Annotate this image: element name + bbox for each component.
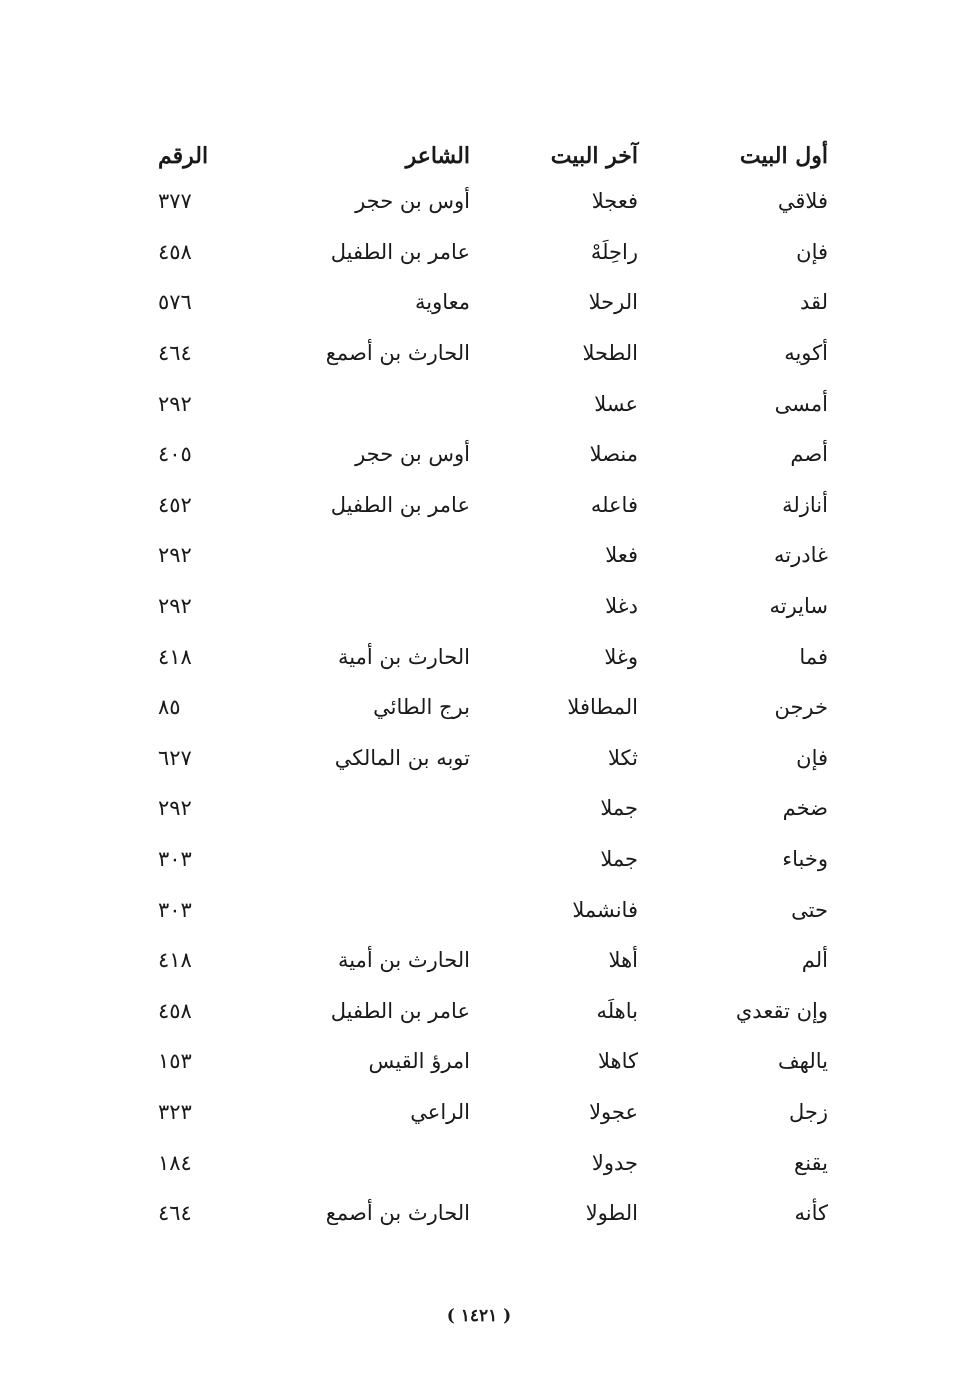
cell-poet: توبه بن المالكي [334,745,470,770]
cell-poet: الحارث بن أصمع [325,1201,470,1226]
cell-number: ٤٥٨ [158,239,192,264]
cell-first-verse: غادرته [774,543,828,568]
table-row [150,1137,840,1188]
header-last-verse: آخر البيت [550,143,638,169]
cell-first-verse: ضخم [782,796,828,821]
cell-first-verse: لقد [799,290,828,315]
cell-number: ٤١٨ [158,948,192,973]
table-row [150,1188,840,1239]
cell-last-verse: عجولا [589,1099,638,1124]
cell-first-verse: يالهف [777,1049,828,1074]
cell-poet: برج الطائي [373,695,470,720]
cell-number: ٤٦٤ [158,1201,192,1226]
header-poet: الشاعر [405,143,470,169]
cell-poet: عامر بن الطفيل [330,492,470,517]
cell-number: ٨٥ [158,695,181,720]
verse-index-table [150,136,840,1238]
cell-poet: الحارث بن أمية [338,948,470,973]
header-first-verse: أول البيت [739,143,828,169]
cell-last-verse: فانشملا [572,897,638,922]
cell-first-verse: فإن [796,239,828,264]
cell-number: ٣٢٣ [158,1099,192,1124]
header-number: الرقم [158,143,209,169]
cell-last-verse: فعجلا [591,189,638,214]
cell-number: ٤٦٤ [158,341,192,366]
table-row [150,429,840,480]
cell-poet: أوس بن حجر [355,442,470,467]
cell-number: ٤٥٢ [158,492,192,517]
cell-number: ٢٩٢ [158,543,192,568]
cell-first-verse: يقنع [794,1150,828,1175]
table-row [150,277,840,328]
table-row [150,530,840,581]
cell-first-verse: أمسى [774,391,828,416]
table-row [150,682,840,733]
cell-number: ٤١٨ [158,644,192,669]
cell-poet: الحارث بن أمية [338,644,470,669]
table-row [150,834,840,885]
cell-last-verse: راحِلَهْ [590,239,638,264]
table-header [150,136,840,176]
cell-number: ٤٥٨ [158,998,192,1023]
cell-number: ٢٩٢ [158,796,192,821]
page-number: ( ١٤٢١ ) [446,1306,512,1326]
cell-last-verse: ثكلا [608,745,638,770]
cell-last-verse: كاهلا [597,1049,638,1074]
cell-first-verse: كأنه [794,1201,828,1226]
table-row [150,227,840,278]
cell-last-verse: وغلا [604,644,638,669]
cell-poet: عامر بن الطفيل [330,239,470,264]
cell-number: ٥٧٦ [158,290,192,315]
cell-poet: الراعي [410,1099,470,1124]
cell-last-verse: عسلا [594,391,638,416]
cell-last-verse: فعلا [605,543,638,568]
cell-last-verse: دغلا [605,594,638,619]
cell-poet: أوس بن حجر [355,189,470,214]
table-row [150,935,840,986]
cell-last-verse: جملا [600,847,638,872]
cell-last-verse: أهلا [608,948,638,973]
cell-first-verse: وخباء [782,847,828,872]
cell-first-verse: فما [799,644,828,669]
cell-number: ١٨٤ [158,1150,192,1175]
cell-first-verse: أكويه [784,341,828,366]
cell-first-verse: أصم [790,442,828,467]
cell-first-verse: حتى [791,897,828,922]
table-body [150,176,840,1238]
cell-first-verse: وإن تقعدي [735,998,828,1023]
table-row [150,480,840,531]
table-row [150,581,840,632]
cell-number: ٢٩٢ [158,594,192,619]
cell-number: ٣٧٧ [158,189,192,214]
cell-number: ٣٠٣ [158,847,192,872]
cell-number: ٣٠٣ [158,897,192,922]
cell-number: ٤٠٥ [158,442,192,467]
cell-number: ١٥٣ [158,1049,192,1074]
cell-number: ٢٩٢ [158,391,192,416]
table-row [150,986,840,1037]
cell-last-verse: فاعله [590,492,638,517]
cell-last-verse: الطحلا [582,341,638,366]
cell-poet: امرؤ القيس [368,1049,470,1074]
cell-last-verse: الرحلا [588,290,638,315]
table-row [150,176,840,227]
table-row [150,783,840,834]
cell-first-verse: سايرته [769,594,828,619]
table-row [150,1036,840,1087]
cell-last-verse: باهلَه [596,998,638,1023]
cell-poet: معاوية [414,290,470,315]
table-row [150,884,840,935]
cell-poet: الحارث بن أصمع [325,341,470,366]
cell-first-verse: أنازلة [782,492,828,517]
cell-last-verse: جملا [600,796,638,821]
cell-last-verse: المطافلا [567,695,638,720]
cell-last-verse: جدولا [591,1150,638,1175]
cell-number: ٦٢٧ [158,745,192,770]
cell-poet: عامر بن الطفيل [330,998,470,1023]
table-row [150,378,840,429]
cell-first-verse: زجل [788,1099,828,1124]
cell-first-verse: خرجن [774,695,828,720]
table-row [150,733,840,784]
table-row [150,328,840,379]
cell-last-verse: الطولا [585,1201,638,1226]
table-row [150,1087,840,1138]
cell-first-verse: فإن [796,745,828,770]
cell-first-verse: ألم [801,948,828,973]
cell-first-verse: فلاقي [777,189,828,214]
table-row [150,631,840,682]
cell-last-verse: منصلا [589,442,638,467]
